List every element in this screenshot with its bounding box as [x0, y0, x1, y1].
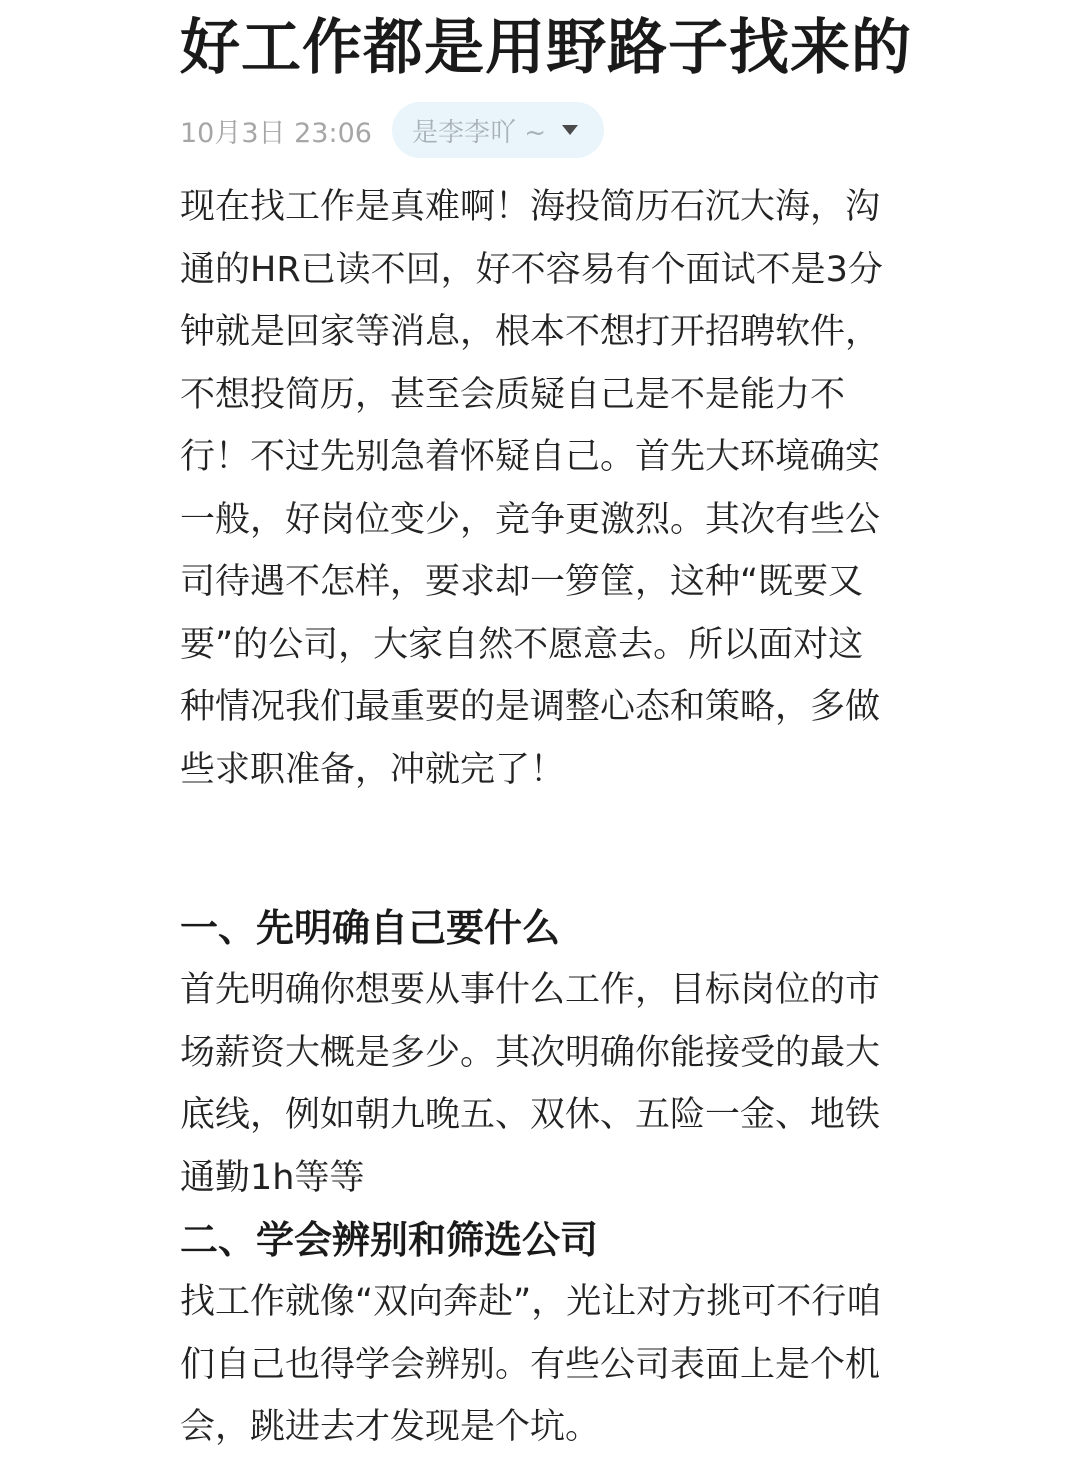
section-one — [180, 897, 910, 1209]
section-one-heading: 一、先明确自己要什么 — [180, 906, 561, 950]
intro-paragraph: 现在找工作是真难啊！海投简历石沉大海，沟通的HR已读不回，好不容易有个面试不是3分钟就是回家等消息，根本不想打开招聘软件，不想投简历，甚至会质疑自己是不是能力不行！不过先别急着怀疑自己。首先大环境确实一般，好岗位变少，竞争更激烈。其次有些公司待遇不怎样，要求却一箩筐，这种“既要又要”的公司，大家自然不愿意去。所以面对这种情况我们最重要的是调整心态和策略，多做些求职准备，冲就完了！ — [180, 187, 883, 790]
note-meta — [180, 102, 910, 158]
note-body[interactable] — [180, 176, 910, 1459]
folder-selector[interactable] — [392, 102, 604, 158]
note-page — [180, 0, 910, 1459]
section-two-paragraph: 找工作就像“双向奔赴”，光让对方挑可不行咱们自己也得学会辨别。有些公司表面上是个机会，跳进去才发现是个坑。 — [180, 1282, 882, 1447]
note-title: 好工作都是用野路子找来的 — [180, 13, 912, 83]
folder-name: 是李李吖 ~ — [411, 117, 546, 148]
section-one-paragraph: 首先明确你想要从事什么工作，目标岗位的市场薪资大概是多少。其次明确你能接受的最大底线，例如朝九晚五、双休、五险一金、地铁通勤1h等等 — [180, 970, 881, 1198]
chevron-down-icon — [562, 125, 578, 135]
note-timestamp: 10月3日 23:06 — [180, 117, 372, 149]
section-two-heading: 二、学会辨别和筛选公司 — [180, 1218, 599, 1262]
section-two — [180, 1209, 910, 1459]
